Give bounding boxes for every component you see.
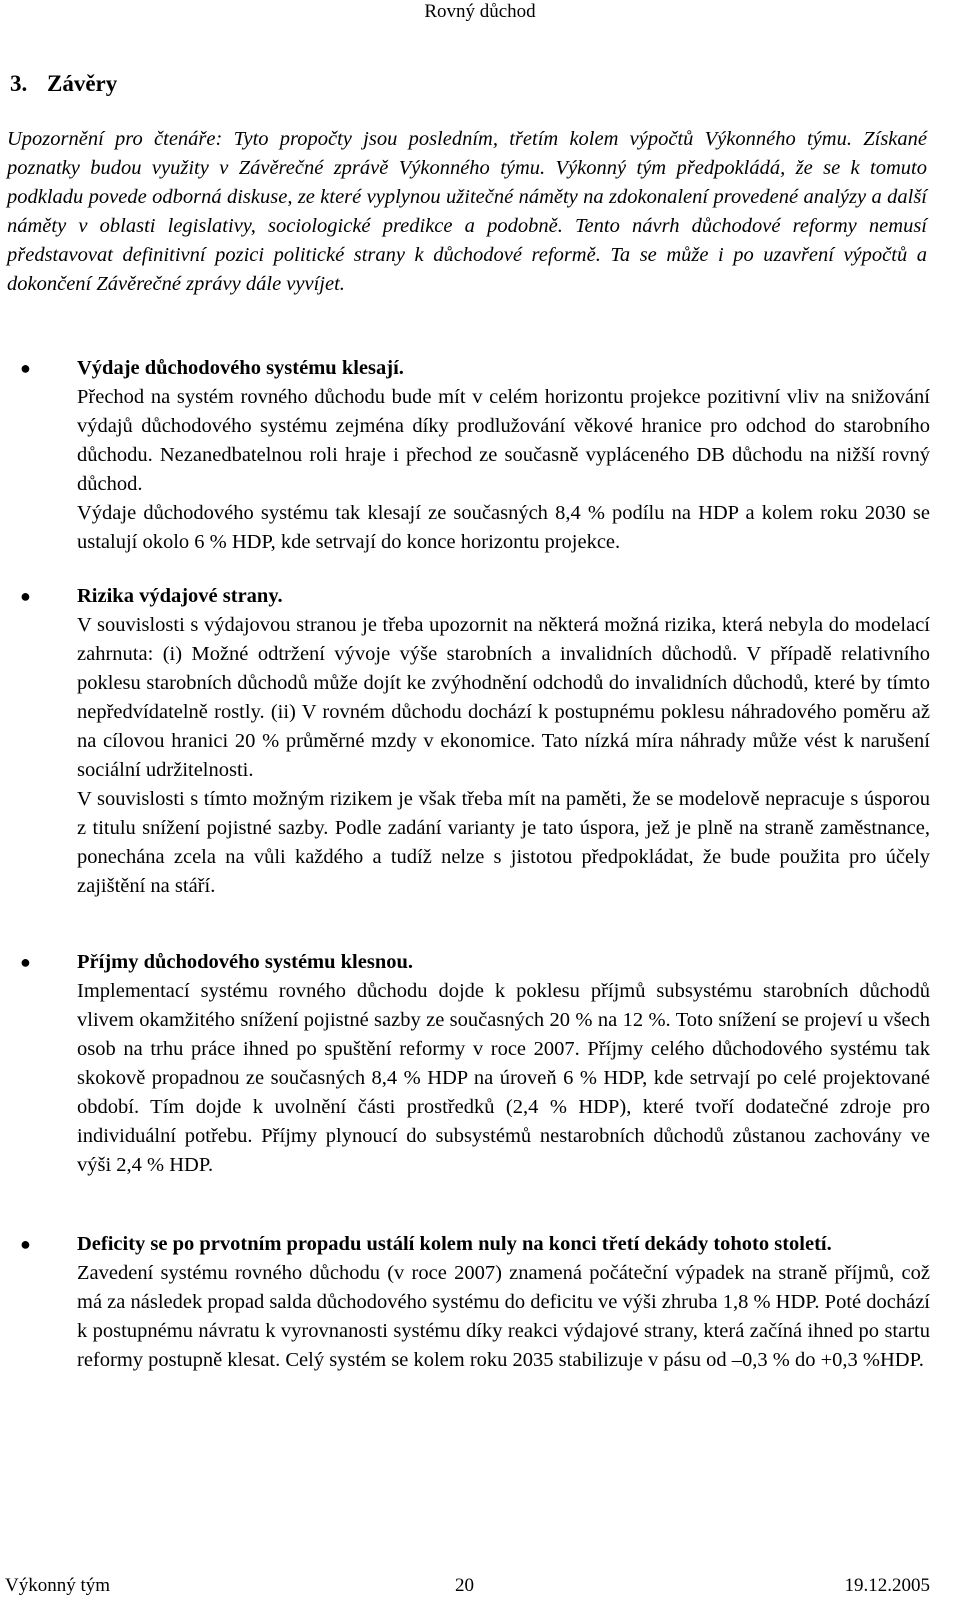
bullet-item [20,354,930,557]
bullet-title: Deficity se po prvotním propadu ustálí kolem nuly na konci třetí dekády tohoto století. [77,1233,832,1255]
reader-notice: Upozornění pro čtenáře: Tyto propočty jsou posledním, třetím kolem výpočtů Výkonného týmu. Získané poznatky budou využity v Závěrečné zprávě Výkonného týmu. Výkonný tým předpokládá, že se k tomuto podkladu povede odborná diskuse, ze které vyplynou užitečné náměty na zdokonalení provedené analýzy a další náměty v oblasti legislativy, sociologické predikce a podobně. Tento návrh důchodové reformy nemusí představovat definitivní pozici politické strany k důchodové reformě. Ta se může i po uzavření výpočtů a dokončení Závěrečné zprávy dále vyvíjet. [7,128,927,295]
page-number: 20 [455,1575,474,1596]
section-number: 3. [10,71,28,96]
bullet-paragraph: V souvislosti s tímto možným rizikem je však třeba mít na paměti, že se modelově nepracuje s úsporou z titulu snížení pojistné sazby. Podle zadání varianty je tato úspora, jež je plně na straně zaměstnance, ponechána zcela na vůli každého a tudíž nelze s jistotou předpokládat, že bude použita pro účely zajištění na stáří. [77,788,930,897]
bullet-icon: ● [20,952,31,972]
footer-team: Výkonný tým [5,1575,111,1596]
bullet-paragraph: Výdaje důchodového systému tak klesají ze současných 8,4 % podílu na HDP a kolem roku 2030 se ustalují okolo 6 % HDP, kde setrvají do konce horizontu projekce. [77,502,930,553]
section-heading [10,70,117,98]
bullet-item [20,582,930,901]
bullet-title: Výdaje důchodového systému klesají. [77,357,404,379]
bullet-paragraph: Zavedení systému rovného důchodu (v roce 2007) znamená počáteční výpadek na straně příjmů, což má za následek propad salda důchodového systému do deficitu ve výši zhruba 1,8 % HDP. Poté dochází k postupnému návratu k vyrovnanosti systému díky reakci výdajové strany, která začíná ihned po startu reformy postupně klesat. Celý systém se kolem roku 2035 stabilizuje v pásu od –0,3 % do +0,3 %HDP. [77,1262,930,1371]
bullet-icon: ● [20,1234,31,1254]
bullet-item [20,1230,930,1375]
bullet-paragraph: Implementací systému rovného důchodu dojde k poklesu příjmů subsystému starobních důchodů vlivem okamžitého snížení pojistné sazby ze současných 20 % na 12 %. Toto snížení se projeví u všech osob na trhu práce ihned po spuštění reformy v roce 2007. Příjmy celého důchodového systému tak skokově propadnou ze současných 8,4 % HDP na úroveň 6 % HDP, kde setrvají po celé projektované období. Tím dojde k uvolnění části prostředků (2,4 % HDP), které tvoří dodatečné zdroje pro individuální potřebu. Příjmy plynoucí do subsystémů nestarobních důchodů zůstanou zachovány ve výši 2,4 % HDP. [77,980,930,1176]
footer-date: 19.12.2005 [844,1575,930,1596]
bullet-paragraph: Přechod na systém rovného důchodu bude mít v celém horizontu projekce pozitivní vliv na snižování výdajů důchodového systému zejména díky prodlužování věkové hranice pro odchod do starobního důchodu. Nezanedbatelnou roli hraje i přechod ze současně vypláceného DB důchodu na nižší rovný důchod. [77,386,930,495]
section-title: Závěry [47,71,118,96]
bullet-icon: ● [20,586,31,606]
bullet-item [20,948,930,1180]
running-header: Rovný důchod [424,1,536,22]
bullet-title: Rizika výdajové strany. [77,585,283,607]
bullet-icon: ● [20,358,31,378]
bullet-paragraph: V souvislosti s výdajovou stranou je třeba upozornit na některá možná rizika, která nebyla do modelací zahrnuta: (i) Možné odtržení vývoje výše starobních a invalidních důchodů. V případě relativního poklesu starobních důchodů může dojít ke zvýhodnění odchodů do invalidních důchodů, které by tímto nepředvídatelně rostly. (ii) V rovném důchodu dochází k postupnému poklesu náhradového poměru až na cílovou hranici 20 % průměrné mzdy v ekonomice. Tato nízká míra náhrady může vést k narušení sociální udržitelnosti. [77,614,930,781]
page-footer [0,1573,960,1603]
bullet-title: Příjmy důchodového systému klesnou. [77,951,414,973]
